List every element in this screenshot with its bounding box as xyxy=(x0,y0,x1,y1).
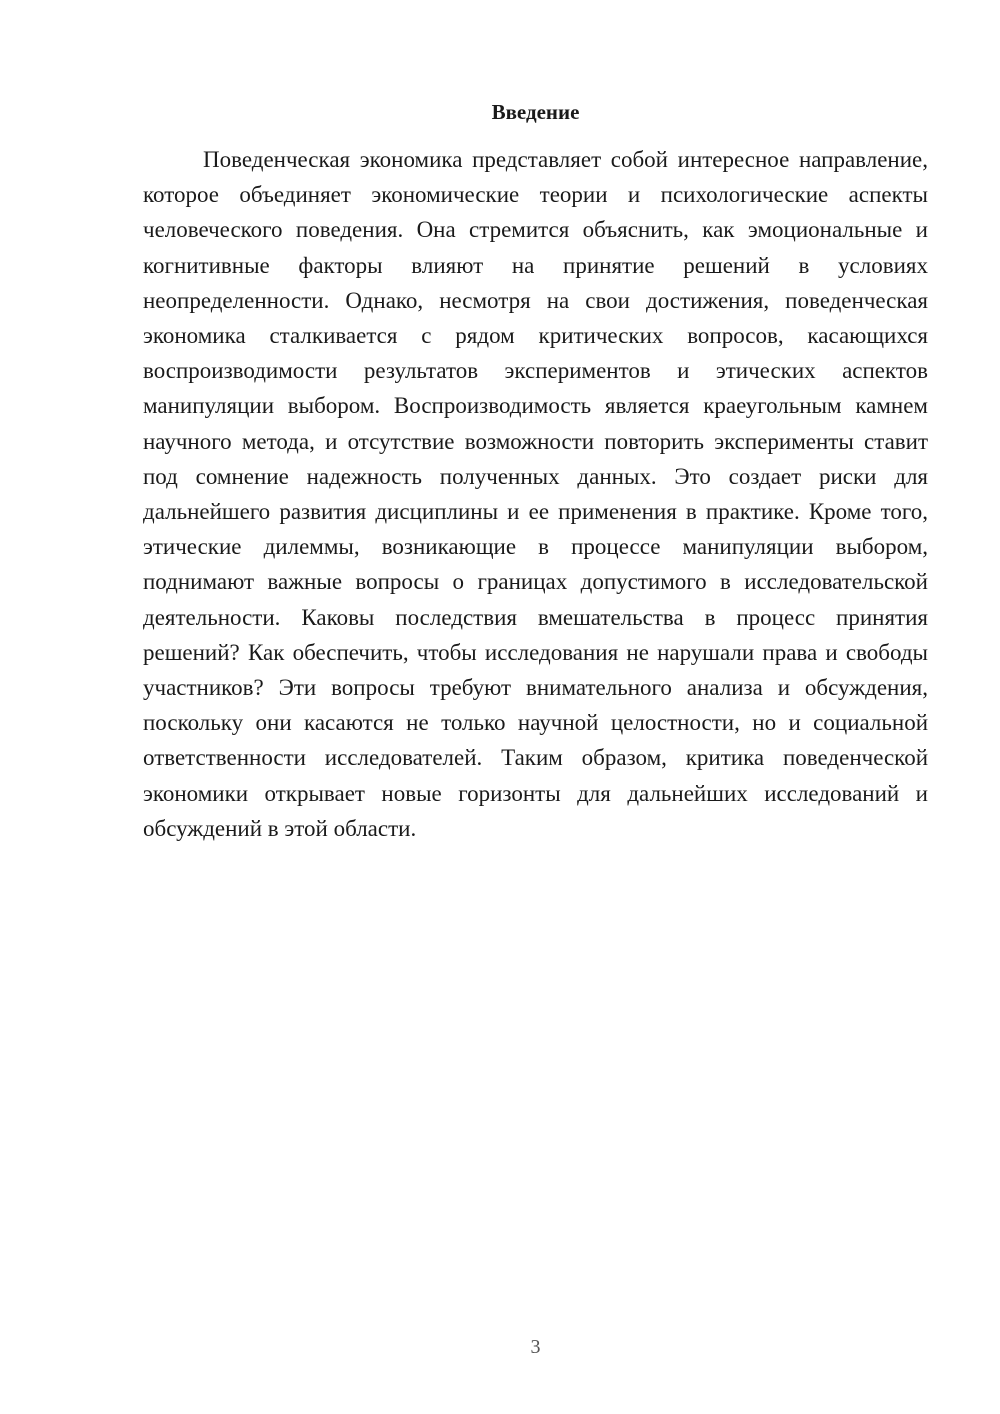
page-number: 3 xyxy=(530,1336,541,1358)
section-heading: Введение xyxy=(491,100,580,124)
body-paragraph: Поведенческая экономика представляет собой интересное направление, которое объединяет экономические теории и психологические аспекты человеческого поведения. Она стремится объяснить, как эмоциональные и когнитивные факторы влияют на принятие решений в условиях неопределенности. Однако, несмотря на свои достижения, поведенческая экономика сталкивается с рядом критических вопросов, касающихся воспроизводимости результатов экспериментов и этических аспектов манипуляции выбором. Воспроизводимость является краеугольным камнем научного метода, и отсутствие возможности повторить эксперименты ставит под сомнение надежность полученных данных. Это создает риски для дальнейшего развития дисциплины и ее применения в практике. Кроме того, этические дилеммы, возникающие в процессе манипуляции выбором, поднимают важные вопросы о границах допустимого в исследовательской деятельности. Каковы последствия вмешательства в процесс принятия решений? Как обеспечить, чтобы исследования не нарушали права и свободы участников? Эти вопросы требуют внимательного анализа и обсуждения, поскольку они касаются не только научной целостности, но и социальной ответственности исследователей. Таким образом, критика поведенческой экономики открывает новые горизонты для дальнейших исследований и обсуждений в этой области. xyxy=(143,147,928,841)
